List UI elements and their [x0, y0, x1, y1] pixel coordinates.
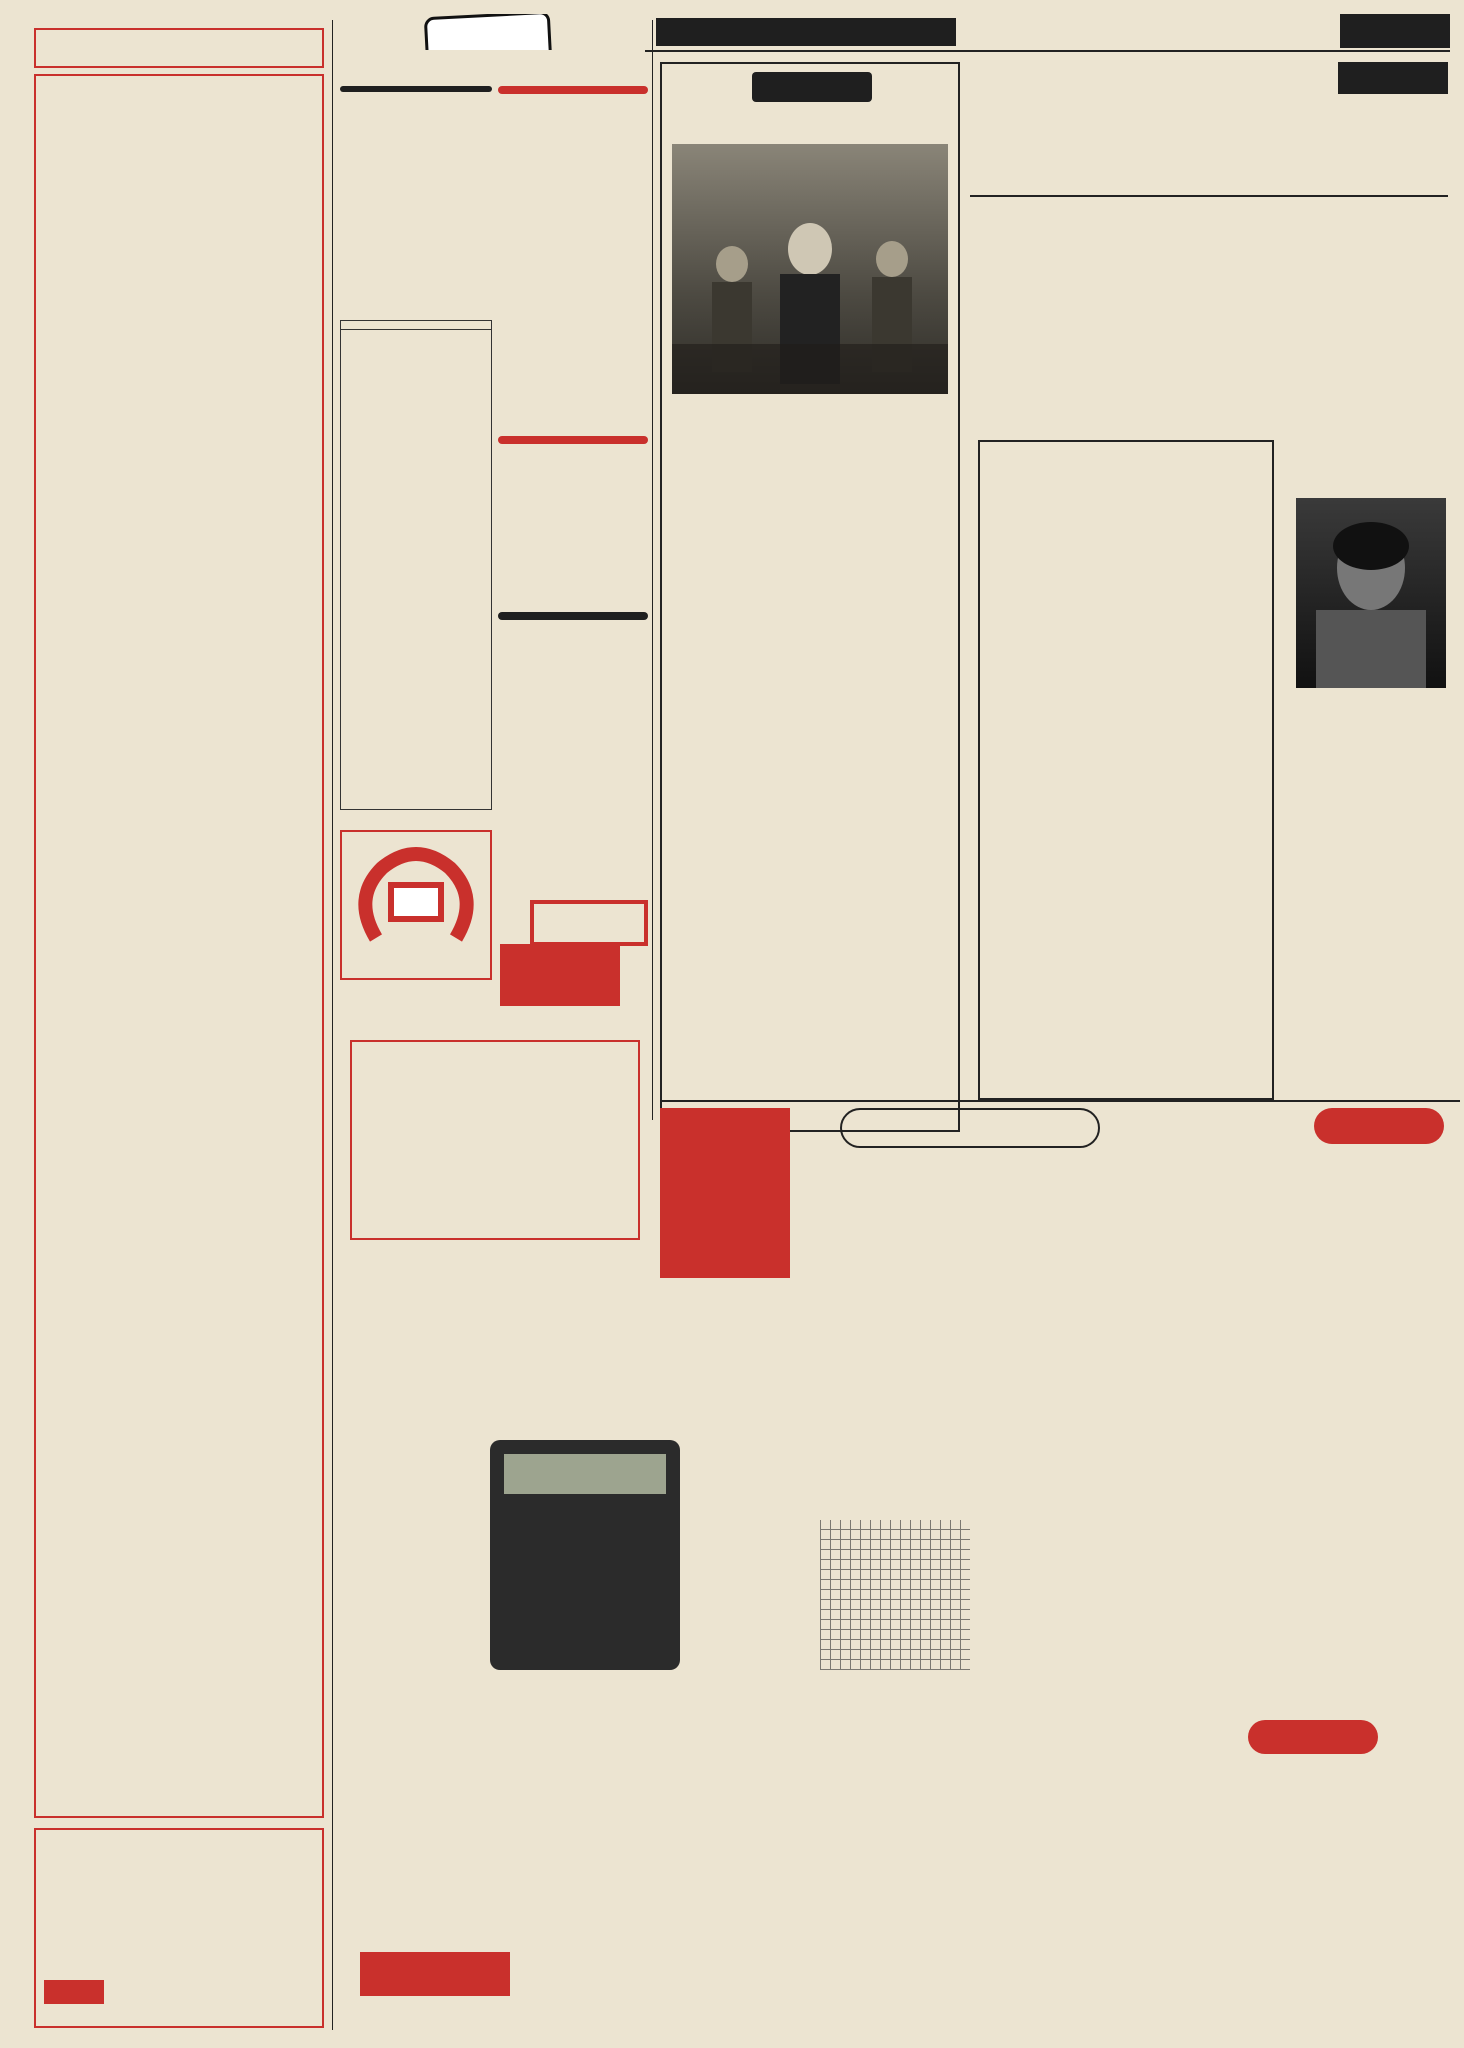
film-review-col3 — [975, 200, 1297, 420]
crossword-grid — [984, 1180, 1314, 1510]
haideh-title — [668, 834, 804, 890]
tv-america-day — [340, 92, 492, 96]
film-review-title — [970, 98, 1450, 190]
national-brand — [360, 1952, 510, 1996]
calc-price-row — [350, 1794, 790, 1874]
music-photo — [1296, 498, 1446, 688]
music-body — [1296, 712, 1450, 1092]
new-report-body — [672, 404, 948, 514]
new-report-title — [666, 108, 954, 138]
zaklin-title — [668, 1019, 804, 1075]
national-fa — [520, 1958, 720, 1992]
cinema-top-banner — [34, 28, 324, 68]
tv-logo — [424, 14, 552, 50]
crossword-label — [1314, 1108, 1444, 1144]
daneshkadeh-ad — [350, 1040, 640, 1240]
ab-sub — [660, 1236, 790, 1266]
projector-line3 — [36, 1906, 322, 1928]
calc-headline — [350, 1350, 790, 1420]
ab-title — [660, 1118, 790, 1228]
page-number — [1340, 14, 1450, 48]
new-report-label — [752, 72, 872, 102]
daneshkadeh-title — [352, 1100, 638, 1146]
calc-keypad — [504, 1510, 666, 1660]
clock-ad — [500, 900, 648, 1010]
film-review-author — [975, 420, 1175, 440]
tv-edu — [498, 612, 648, 842]
samandar-author — [988, 1070, 1148, 1092]
crossword-across — [1330, 1158, 1452, 1718]
cinema-intro — [44, 134, 314, 168]
calc-price-prefix — [460, 1824, 520, 1854]
projector-footer — [110, 1982, 316, 2022]
horoscope-box — [340, 320, 492, 810]
cassette-logo-icon — [342, 838, 490, 948]
crossword-number — [1160, 1112, 1300, 1142]
projector-line5 — [36, 1952, 322, 1972]
special-solution — [820, 1990, 1020, 2012]
special-across — [1040, 1762, 1450, 1992]
tv-ch2 — [498, 436, 648, 606]
ab-ad — [660, 1108, 790, 1278]
crossword-solution — [820, 1690, 990, 1712]
clock-brand — [500, 944, 620, 1006]
tv-ch2-day — [498, 444, 648, 448]
eumig-logo — [44, 1980, 104, 2004]
clock-title — [530, 900, 648, 946]
tv-ch2-label — [498, 436, 648, 444]
samandar-body — [1132, 572, 1264, 1062]
calculator-ad — [350, 1290, 790, 2032]
cassette-label — [342, 944, 490, 964]
calc-screen — [504, 1454, 666, 1494]
calc-currency — [660, 1824, 750, 1854]
tv-ch1-label — [498, 86, 648, 94]
tv-ch1 — [498, 86, 648, 436]
special-number — [1090, 1724, 1240, 1752]
grid-numbers-side — [1314, 1180, 1332, 1510]
projector-line1 — [36, 1838, 322, 1866]
tv-ch1-day — [498, 94, 648, 98]
section-title — [656, 18, 956, 46]
samandar-body2 — [988, 572, 1126, 1062]
horoscope-text — [341, 330, 491, 338]
calc-price — [520, 1794, 660, 1874]
mamor-body — [806, 729, 952, 1109]
portrait-icon — [1296, 498, 1446, 688]
music-caption — [1296, 690, 1446, 708]
daneshkadeh-body — [358, 1172, 636, 1236]
projector-ad — [34, 1828, 324, 2028]
haideh-body — [668, 892, 804, 1012]
calc-body — [360, 1890, 600, 1944]
grid-numbers-top — [984, 1158, 1314, 1180]
special-label — [1248, 1720, 1378, 1754]
tv-edu-label — [498, 612, 648, 620]
film-still-icon — [672, 144, 948, 394]
samandar-title — [980, 452, 1272, 492]
horoscope-label — [341, 321, 491, 330]
samandar-subtitle — [986, 496, 1266, 566]
film-review-col1 — [1306, 200, 1452, 440]
new-report-photo — [672, 144, 948, 394]
new-report-box — [660, 62, 960, 1132]
tv-edu-rows — [498, 620, 648, 624]
film-review-label — [1338, 62, 1448, 94]
cassette-sub — [342, 962, 490, 978]
daneshkadeh-top — [358, 1048, 636, 1098]
new-report-body2 — [672, 519, 948, 639]
cinema-title — [36, 80, 322, 130]
special-down — [1040, 1996, 1450, 2036]
crossword-header — [840, 1108, 1100, 1148]
calc-model — [350, 1750, 790, 1790]
projector-line4 — [36, 1930, 322, 1950]
cinema-list — [44, 172, 314, 1812]
projector-line2 — [36, 1868, 322, 1898]
calculator-device — [490, 1440, 680, 1670]
cinema-box — [34, 74, 324, 1818]
mamor-body2 — [668, 644, 804, 824]
solution-grid — [820, 1520, 970, 1670]
mamor-title — [804, 644, 954, 724]
daneshkadeh-sub — [358, 1148, 636, 1170]
cassette-ad — [340, 830, 492, 980]
samandar-box — [978, 440, 1274, 1100]
